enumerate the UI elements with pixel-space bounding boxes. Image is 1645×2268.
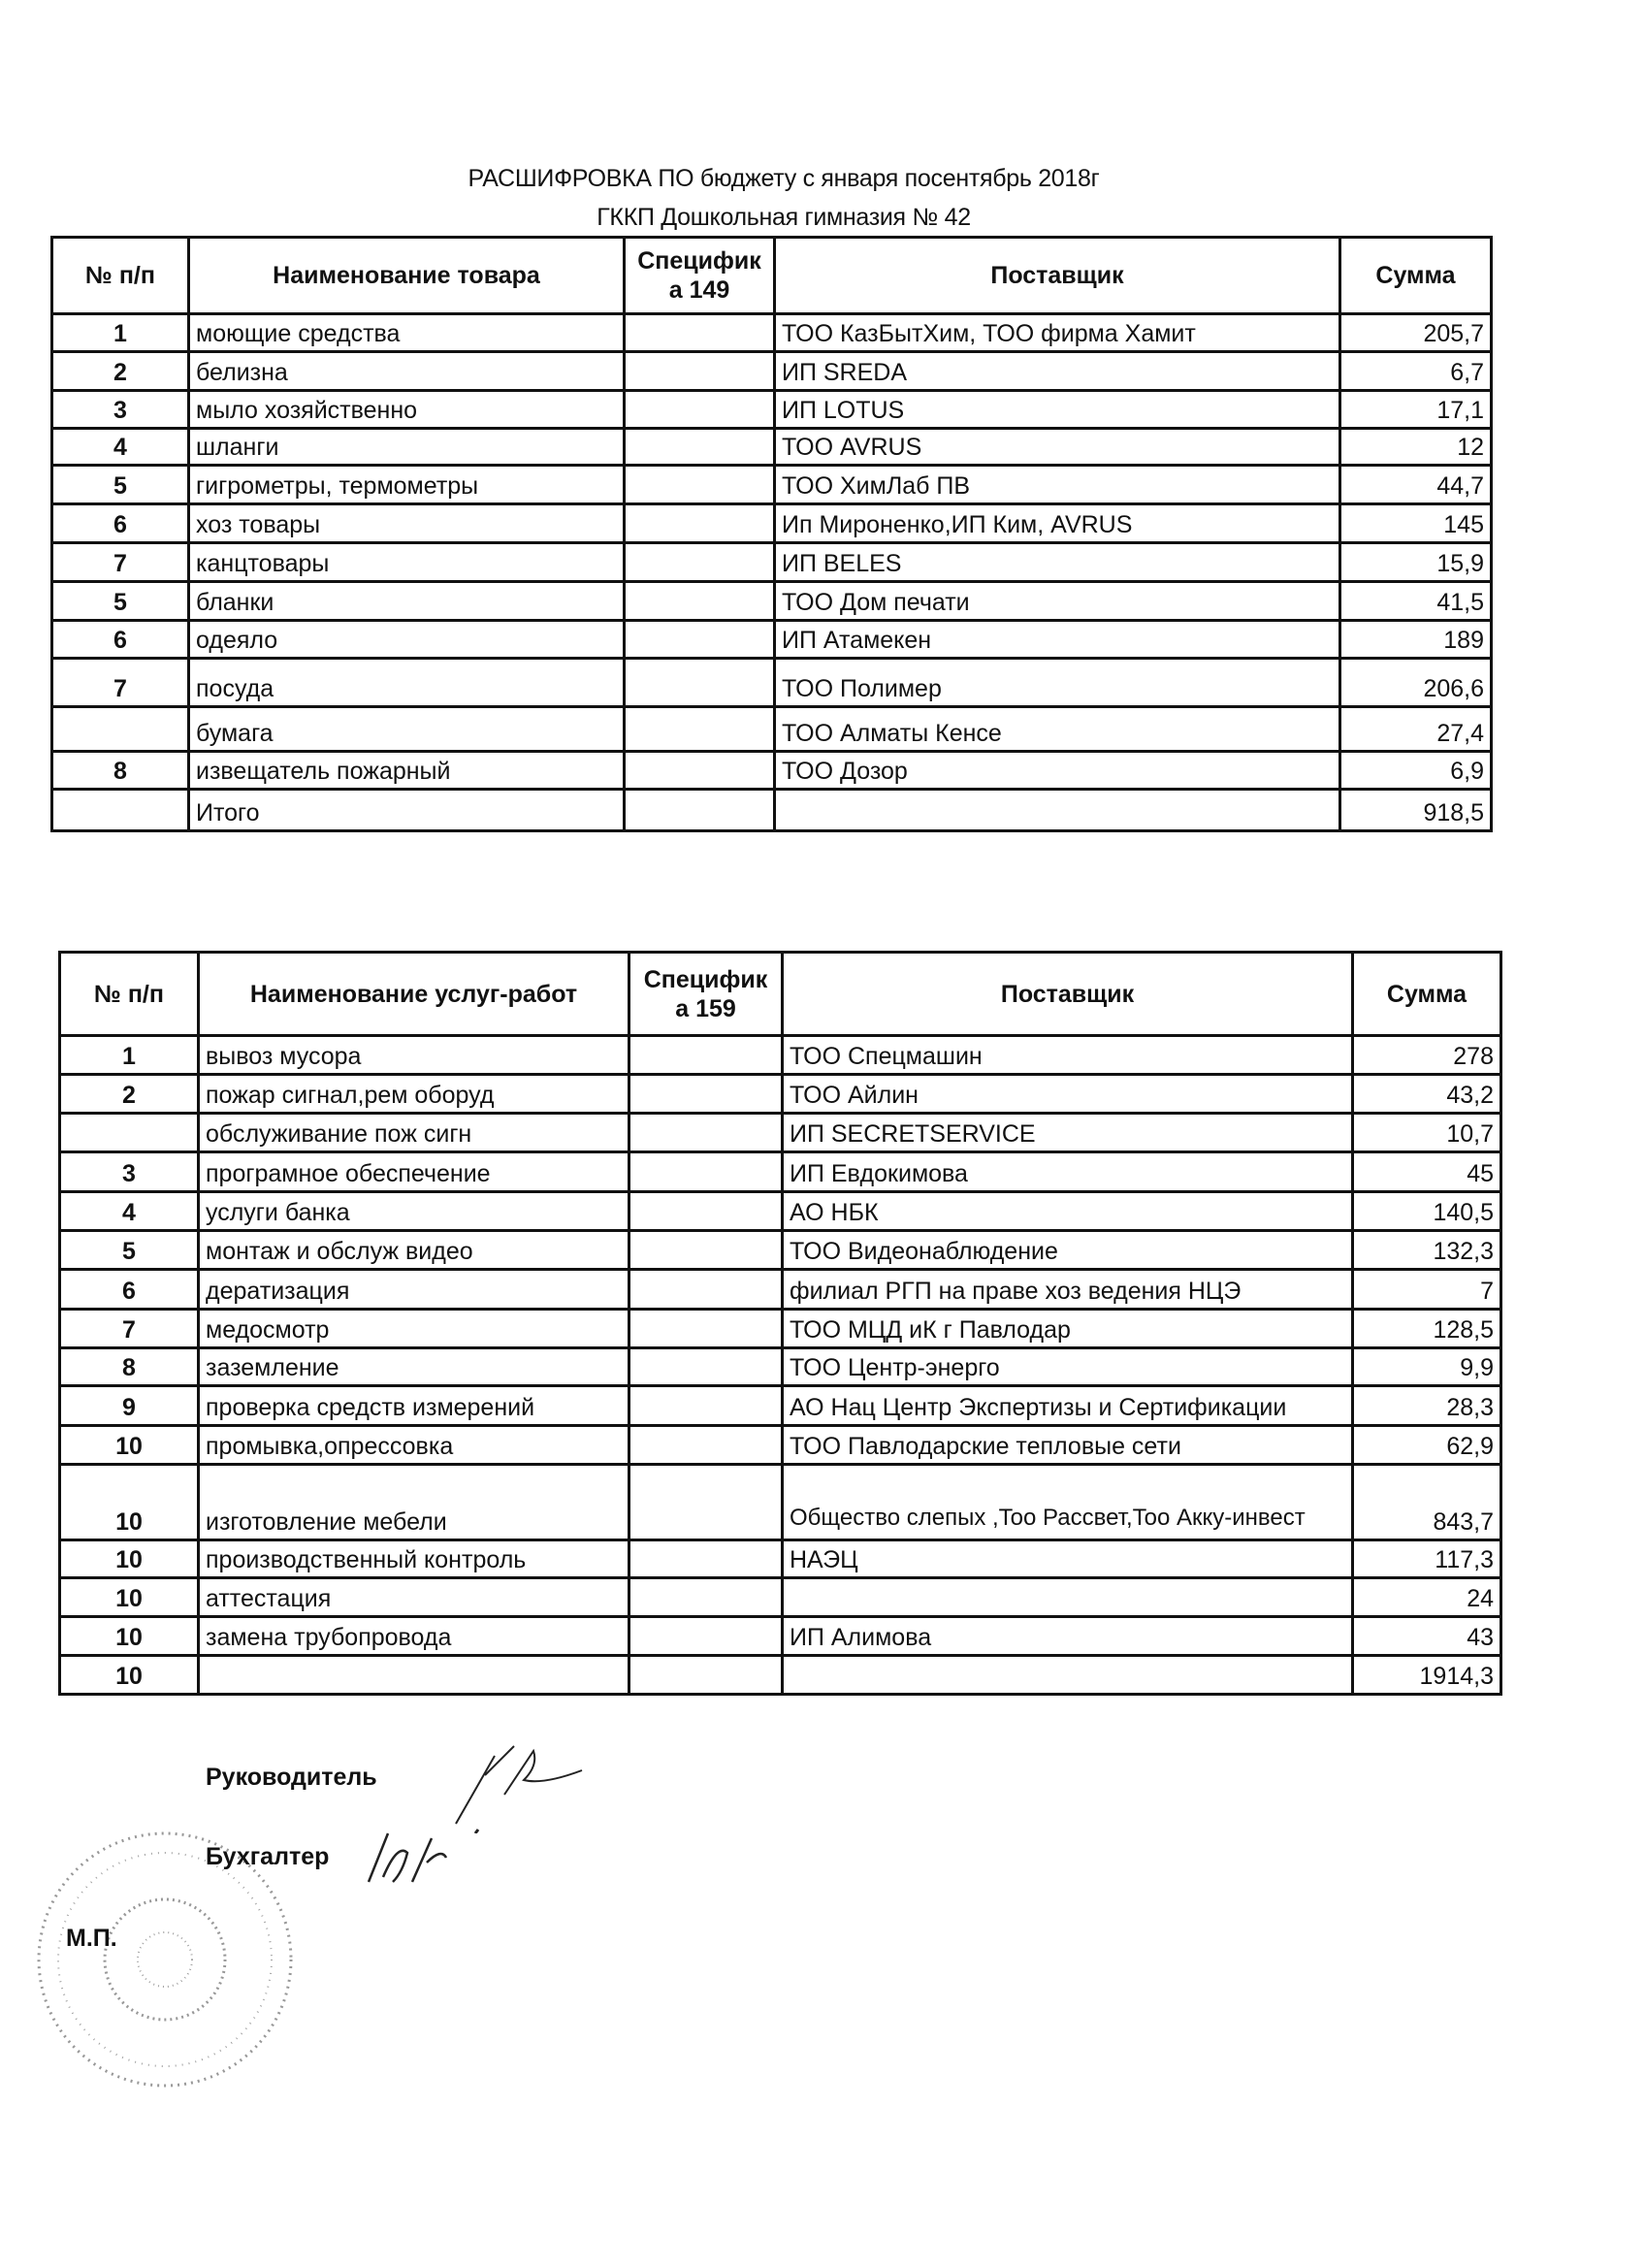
sum-value: 1914,3	[1353, 1656, 1501, 1695]
item-name: дератизация	[199, 1270, 629, 1310]
spec-cell	[625, 659, 775, 707]
sum-value: 28,3	[1353, 1386, 1501, 1426]
table-row	[52, 752, 1492, 790]
item-name: промывка,опрессовка	[199, 1426, 629, 1465]
supplier-name: ИП BELES	[775, 543, 1340, 582]
table-row	[60, 1540, 1501, 1578]
supplier-name: НАЭЦ	[783, 1540, 1353, 1578]
table-row	[60, 1192, 1501, 1231]
col-header-sum: Сумма	[1353, 953, 1501, 1036]
spec-cell	[629, 1540, 783, 1578]
supplier-name: АО НБК	[783, 1192, 1353, 1231]
sum-value: 15,9	[1340, 543, 1492, 582]
spec-cell	[625, 429, 775, 466]
spec-cell	[629, 1192, 783, 1231]
spec-cell	[625, 504, 775, 543]
row-number: 2	[52, 352, 189, 391]
item-name: проверка средств измерений	[199, 1386, 629, 1426]
row-number: 10	[60, 1426, 199, 1465]
table-row	[60, 1310, 1501, 1348]
col-header-supplier: Поставщик	[775, 238, 1340, 314]
item-name: обслуживание пож сигн	[199, 1114, 629, 1152]
item-name: моющие средства	[189, 314, 625, 352]
row-number: 10	[60, 1465, 199, 1540]
supplier-name	[783, 1656, 1353, 1695]
item-name: шланги	[189, 429, 625, 466]
item-name: пожар сигнал,рем оборуд	[199, 1075, 629, 1114]
supplier-name: ТОО Дозор	[775, 752, 1340, 790]
spec-cell	[629, 1152, 783, 1192]
supplier-name: ИП LOTUS	[775, 391, 1340, 429]
spec-cell	[629, 1578, 783, 1617]
supplier-name: ТОО Алматы Кенсе	[775, 707, 1340, 752]
spec-cell	[625, 790, 775, 831]
accountant-signature-icon	[359, 1824, 456, 1892]
row-number	[52, 790, 189, 831]
spec-cell	[625, 582, 775, 621]
sum-value: 6,9	[1340, 752, 1492, 790]
table-row	[60, 1231, 1501, 1270]
row-number: 7	[52, 659, 189, 707]
goods-table-header	[52, 238, 1492, 314]
table-row	[60, 1426, 1501, 1465]
sum-value: 24	[1353, 1578, 1501, 1617]
spec-cell	[625, 466, 775, 504]
spec-cell	[629, 1426, 783, 1465]
document-subtitle: ГККП Дошкольная гимназия № 42	[597, 204, 971, 231]
col-header-sum: Сумма	[1340, 238, 1492, 314]
item-name: услуги банка	[199, 1192, 629, 1231]
item-name: бланки	[189, 582, 625, 621]
sum-value: 44,7	[1340, 466, 1492, 504]
supplier-name: ТОО Центр-энерго	[783, 1348, 1353, 1386]
spec-cell	[629, 1231, 783, 1270]
col-header-number: № п/п	[60, 953, 199, 1036]
row-number: 10	[60, 1540, 199, 1578]
supplier-name: ТОО Дом печати	[775, 582, 1340, 621]
stamp-place-label: М.П.	[66, 1925, 117, 1952]
table-row	[60, 1152, 1501, 1192]
spec-cell	[629, 1075, 783, 1114]
row-number: 4	[52, 429, 189, 466]
table-row	[60, 1578, 1501, 1617]
row-number: 1	[52, 314, 189, 352]
item-name: изготовление мебели	[199, 1465, 629, 1540]
sum-value: 12	[1340, 429, 1492, 466]
sum-value: 43,2	[1353, 1075, 1501, 1114]
sum-value: 206,6	[1340, 659, 1492, 707]
sum-value: 43	[1353, 1617, 1501, 1656]
spec-cell	[629, 1617, 783, 1656]
sum-value: 278	[1353, 1036, 1501, 1075]
table-row	[52, 314, 1492, 352]
item-name: Итого	[189, 790, 625, 831]
spec-cell	[629, 1348, 783, 1386]
sum-value: 117,3	[1353, 1540, 1501, 1578]
spec-cell	[625, 543, 775, 582]
accountant-signature-label: Бухгалтер	[206, 1843, 330, 1870]
table-row	[60, 1617, 1501, 1656]
table-row	[60, 1386, 1501, 1426]
table-row	[52, 659, 1492, 707]
table-row	[60, 1114, 1501, 1152]
supplier-name: ИП Атамекен	[775, 621, 1340, 659]
item-name: бумага	[189, 707, 625, 752]
col-header-number: № п/п	[52, 238, 189, 314]
sum-value: 9,9	[1353, 1348, 1501, 1386]
row-number: 8	[60, 1348, 199, 1386]
row-number	[60, 1114, 199, 1152]
document-title: РАСШИФРОВКА ПО бюджету с января посентябрь 2018г	[468, 165, 1100, 192]
row-number: 4	[60, 1192, 199, 1231]
supplier-name: ИП Алимова	[783, 1617, 1353, 1656]
table-row	[52, 790, 1492, 831]
supplier-name: Общество слепых ,Too Рассвет,Too Акку-инвест	[783, 1465, 1353, 1540]
row-number: 8	[52, 752, 189, 790]
sum-value: 7	[1353, 1270, 1501, 1310]
row-number: 6	[52, 504, 189, 543]
sum-value: 189	[1340, 621, 1492, 659]
row-number: 9	[60, 1386, 199, 1426]
spec-cell	[625, 352, 775, 391]
row-number: 10	[60, 1617, 199, 1656]
table-row	[60, 1036, 1501, 1075]
supplier-name	[783, 1578, 1353, 1617]
sum-value: 205,7	[1340, 314, 1492, 352]
table-row	[52, 391, 1492, 429]
spec-cell	[625, 752, 775, 790]
sum-value: 10,7	[1353, 1114, 1501, 1152]
row-number: 10	[60, 1578, 199, 1617]
supplier-name: ИП SREDA	[775, 352, 1340, 391]
supplier-name: филиал РГП на праве хоз ведения НЦЭ	[783, 1270, 1353, 1310]
supplier-name: ТОО ХимЛаб ПВ	[775, 466, 1340, 504]
spec-cell	[625, 707, 775, 752]
table-row	[52, 429, 1492, 466]
services-table	[58, 951, 1502, 1696]
row-number: 6	[60, 1270, 199, 1310]
row-number	[52, 707, 189, 752]
table-row	[60, 1075, 1501, 1114]
row-number: 5	[60, 1231, 199, 1270]
supplier-name: ТОО AVRUS	[775, 429, 1340, 466]
row-number: 2	[60, 1075, 199, 1114]
row-number: 3	[52, 391, 189, 429]
supplier-name: ТОО КазБытХим, ТОО фирма Хамит	[775, 314, 1340, 352]
table-row	[52, 621, 1492, 659]
supplier-name: ТОО Айлин	[783, 1075, 1353, 1114]
supplier-name: ИП Евдокимова	[783, 1152, 1353, 1192]
head-signature-icon	[446, 1736, 601, 1833]
supplier-name: ТОО Спецмашин	[783, 1036, 1353, 1075]
spec-cell	[625, 621, 775, 659]
sum-value: 45	[1353, 1152, 1501, 1192]
col-header-spec: Специфик а 149	[625, 238, 775, 314]
table-row	[52, 543, 1492, 582]
item-name: медосмотр	[199, 1310, 629, 1348]
sum-value: 62,9	[1353, 1426, 1501, 1465]
head-signature-label: Руководитель	[206, 1764, 377, 1791]
row-number: 7	[60, 1310, 199, 1348]
spec-cell	[629, 1114, 783, 1152]
services-table-header	[60, 953, 1501, 1036]
table-row	[60, 1348, 1501, 1386]
sum-value: 27,4	[1340, 707, 1492, 752]
item-name: извещатель пожарный	[189, 752, 625, 790]
spec-cell	[629, 1656, 783, 1695]
row-number: 1	[60, 1036, 199, 1075]
spec-cell	[625, 314, 775, 352]
item-name: хоз товары	[189, 504, 625, 543]
supplier-name	[775, 790, 1340, 831]
sum-value: 132,3	[1353, 1231, 1501, 1270]
item-name: програмное обеспечение	[199, 1152, 629, 1192]
supplier-name: Ип Мироненко,ИП Ким, AVRUS	[775, 504, 1340, 543]
spec-cell	[629, 1270, 783, 1310]
supplier-name: ТОО Полимер	[775, 659, 1340, 707]
item-name: белизна	[189, 352, 625, 391]
supplier-name: ТОО Павлодарские тепловые сети	[783, 1426, 1353, 1465]
row-number: 3	[60, 1152, 199, 1192]
supplier-name: ИП SECRETSERVICE	[783, 1114, 1353, 1152]
sum-value: 128,5	[1353, 1310, 1501, 1348]
table-row	[52, 707, 1492, 752]
item-name: производственный контроль	[199, 1540, 629, 1578]
col-header-name: Наименование товара	[189, 238, 625, 314]
row-number: 6	[52, 621, 189, 659]
table-row	[60, 1270, 1501, 1310]
col-header-supplier: Поставщик	[783, 953, 1353, 1036]
supplier-name: ТОО Видеонаблюдение	[783, 1231, 1353, 1270]
row-number: 5	[52, 582, 189, 621]
spec-cell	[625, 391, 775, 429]
sum-value: 41,5	[1340, 582, 1492, 621]
supplier-name: АО Нац Центр Экспертизы и Сертификации	[783, 1386, 1353, 1426]
row-number: 10	[60, 1656, 199, 1695]
item-name: посуда	[189, 659, 625, 707]
table-row	[60, 1656, 1501, 1695]
spec-cell	[629, 1465, 783, 1540]
item-name: мыло хозяйственно	[189, 391, 625, 429]
item-name: заземление	[199, 1348, 629, 1386]
item-name: канцтовары	[189, 543, 625, 582]
table-row	[60, 1465, 1501, 1540]
item-name: вывоз мусора	[199, 1036, 629, 1075]
sum-value: 140,5	[1353, 1192, 1501, 1231]
row-number: 5	[52, 466, 189, 504]
table-row	[52, 582, 1492, 621]
item-name: монтаж и обслуж видео	[199, 1231, 629, 1270]
spec-cell	[629, 1310, 783, 1348]
col-header-spec: Специфик а 159	[629, 953, 783, 1036]
col-header-name: Наименование услуг-работ	[199, 953, 629, 1036]
sum-value: 918,5	[1340, 790, 1492, 831]
item-name	[199, 1656, 629, 1695]
item-name: одеяло	[189, 621, 625, 659]
supplier-name: ТОО МЦД иК г Павлодар	[783, 1310, 1353, 1348]
item-name: гигрометры, термометры	[189, 466, 625, 504]
table-row	[52, 352, 1492, 391]
spec-cell	[629, 1036, 783, 1075]
table-row	[52, 504, 1492, 543]
table-row	[52, 466, 1492, 504]
item-name: аттестация	[199, 1578, 629, 1617]
goods-table	[50, 236, 1493, 832]
item-name: замена трубопровода	[199, 1617, 629, 1656]
row-number: 7	[52, 543, 189, 582]
sum-value: 843,7	[1353, 1465, 1501, 1540]
sum-value: 17,1	[1340, 391, 1492, 429]
sum-value: 145	[1340, 504, 1492, 543]
sum-value: 6,7	[1340, 352, 1492, 391]
spec-cell	[629, 1386, 783, 1426]
